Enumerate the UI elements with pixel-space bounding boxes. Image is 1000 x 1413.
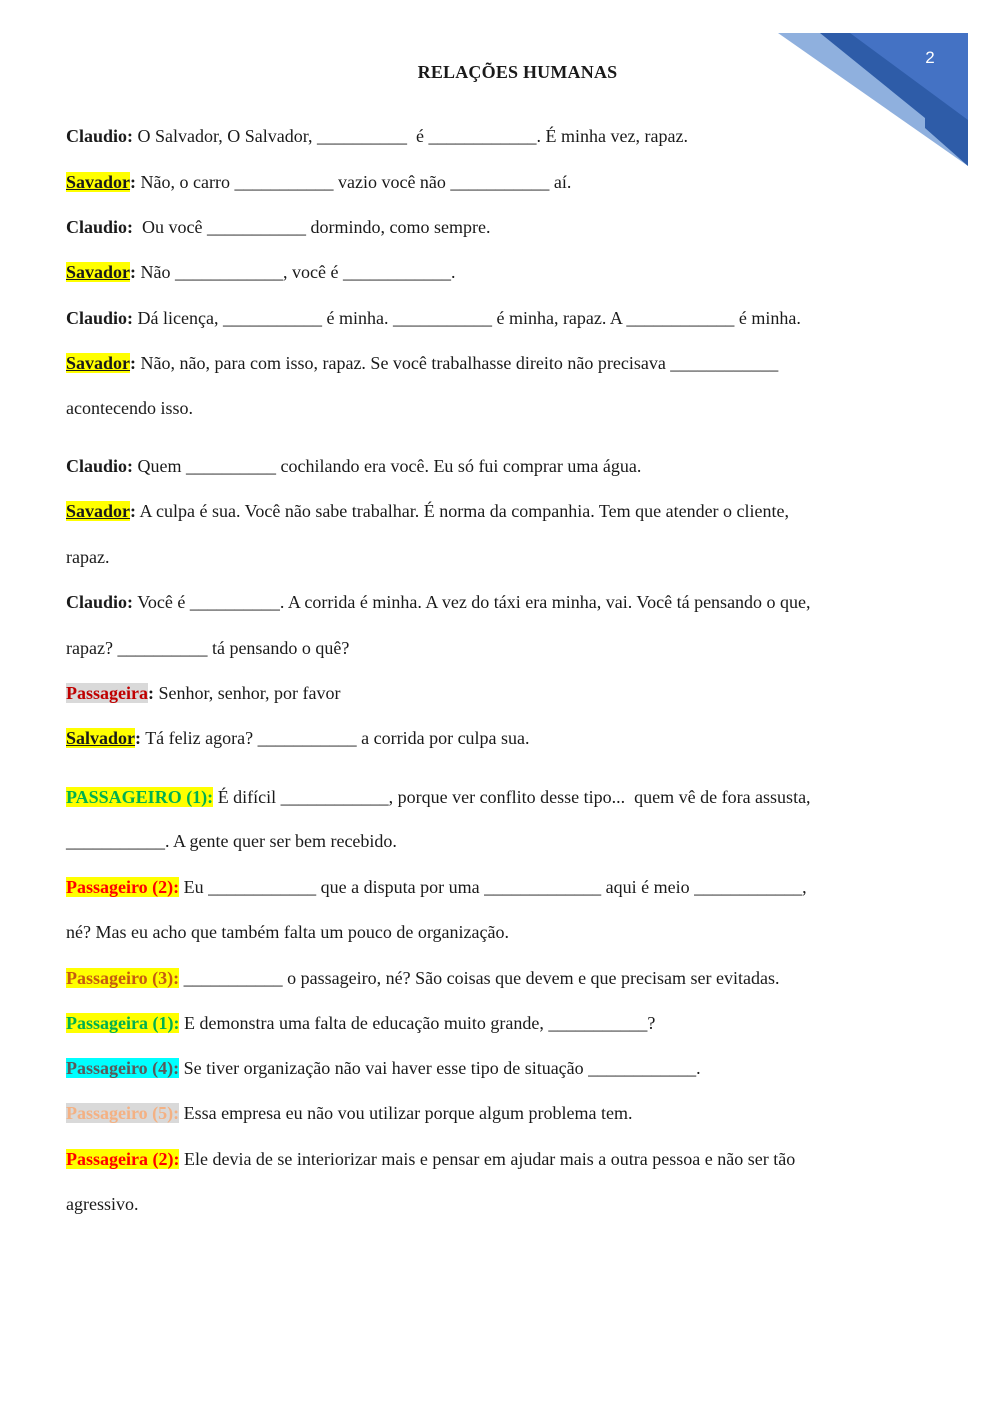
dialogue-line-continuation	[66, 396, 193, 420]
line-text: rapaz.	[66, 547, 110, 567]
dialogue-line	[66, 726, 530, 750]
dialogue-line	[66, 454, 641, 478]
speaker-label: Passageiro (5):	[66, 1103, 180, 1123]
speaker-label: Passageiro (4):	[66, 1058, 180, 1078]
line-text: Eu ____________ que a disputa por uma _____________ aqui é meio ____________,	[179, 877, 807, 897]
dialogue-line-continuation	[66, 829, 397, 853]
dialogue-line	[66, 1101, 633, 1125]
dialogue-line	[66, 785, 811, 809]
speaker-label: Claudio:	[66, 217, 134, 237]
page-number: 2	[925, 48, 935, 67]
dialogue-line	[66, 1011, 655, 1035]
speaker-colon: :	[147, 683, 154, 703]
dialogue-line-continuation	[66, 636, 349, 660]
line-text: Dá licença, ___________ é minha. ___________ é minha, rapaz. A ____________ é minha.	[133, 308, 801, 328]
line-text: Essa empresa eu não vou utilizar porque algum problema tem.	[179, 1103, 633, 1123]
dialogue-line	[66, 681, 341, 705]
speaker-label: Claudio:	[66, 592, 134, 612]
speaker-label: Passageiro (3):	[66, 968, 180, 988]
line-text: Ele devia de se interiorizar mais e pensar em ajudar mais a outra pessoa e não ser tão	[179, 1149, 796, 1169]
dialogue-line	[66, 1056, 701, 1080]
speaker-colon: :	[135, 728, 142, 748]
dialogue-line	[66, 170, 571, 194]
line-text: E demonstra uma falta de educação muito grande, ___________?	[179, 1013, 656, 1033]
speaker-label: Passageiro (2):	[66, 877, 180, 897]
line-text: Quem __________ cochilando era você. Eu só fui comprar uma água.	[133, 456, 642, 476]
speaker-colon: :	[130, 353, 137, 373]
speaker-label: Claudio:	[66, 456, 134, 476]
line-text: rapaz? __________ tá pensando o quê?	[66, 638, 350, 658]
speaker-label: Claudio:	[66, 126, 134, 146]
line-text: O Salvador, O Salvador, __________ é ____________. É minha vez, rapaz.	[133, 126, 688, 146]
speaker-label: Salvador	[66, 728, 136, 748]
dialogue-line-continuation	[66, 1192, 138, 1216]
speaker-label: Passageira (2):	[66, 1149, 180, 1169]
speaker-colon: :	[130, 262, 137, 282]
speaker-colon: :	[130, 501, 137, 521]
dialogue-line	[66, 875, 807, 899]
dialogue-line	[66, 590, 811, 614]
speaker-label: Savador	[66, 501, 131, 521]
line-text: Não ____________, você é ____________.	[136, 262, 456, 282]
line-text: ___________. A gente quer ser bem recebido.	[66, 831, 397, 851]
line-text: A culpa é sua. Você não sabe trabalhar. É norma da companhia. Tem que atender o cliente,	[136, 501, 790, 521]
speaker-colon: :	[130, 172, 137, 192]
dialogue-line	[66, 306, 801, 330]
dialogue-line	[66, 215, 490, 239]
page-title: RELAÇÕES HUMANAS	[417, 62, 618, 82]
dialogue-line	[66, 499, 789, 523]
line-text: Você é __________. A corrida é minha. A vez do táxi era minha, vai. Você tá pensando o que,	[133, 592, 811, 612]
line-text: É difícil ____________, porque ver conflito desse tipo... quem vê de fora assusta,	[213, 787, 811, 807]
dialogue-line	[66, 124, 688, 148]
line-text: agressivo.	[66, 1194, 139, 1214]
line-text: né? Mas eu acho que também falta um pouco de organização.	[66, 922, 509, 942]
line-text: Senhor, senhor, por favor	[153, 683, 341, 703]
dialogue-line	[66, 260, 455, 284]
speaker-label: Claudio:	[66, 308, 134, 328]
speaker-label: Savador	[66, 172, 131, 192]
speaker-label: Savador	[66, 353, 131, 373]
speaker-label: PASSAGEIRO (1):	[66, 787, 214, 807]
dialogue-line-continuation	[66, 545, 109, 569]
line-text: Tá feliz agora? ___________ a corrida por culpa sua.	[141, 728, 530, 748]
line-text: acontecendo isso.	[66, 398, 193, 418]
dialogue-line	[66, 966, 779, 990]
line-text: Não, o carro ___________ vazio você não ___________ aí.	[136, 172, 572, 192]
line-text: Não, não, para com isso, rapaz. Se você trabalhasse direito não precisava ____________	[136, 353, 779, 373]
line-text: ___________ o passageiro, né? São coisas que devem e que precisam ser evitadas.	[179, 968, 780, 988]
dialogue-line	[66, 1147, 795, 1171]
line-text: Ou você ___________ dormindo, como sempre.	[133, 217, 491, 237]
line-text: Se tiver organização não vai haver esse tipo de situação ____________.	[179, 1058, 701, 1078]
speaker-label: Passageira (1):	[66, 1013, 180, 1033]
speaker-label: Passageira	[66, 683, 148, 703]
dialogue-line	[66, 351, 778, 375]
dialogue-line-continuation	[66, 920, 509, 944]
speaker-label: Savador	[66, 262, 131, 282]
